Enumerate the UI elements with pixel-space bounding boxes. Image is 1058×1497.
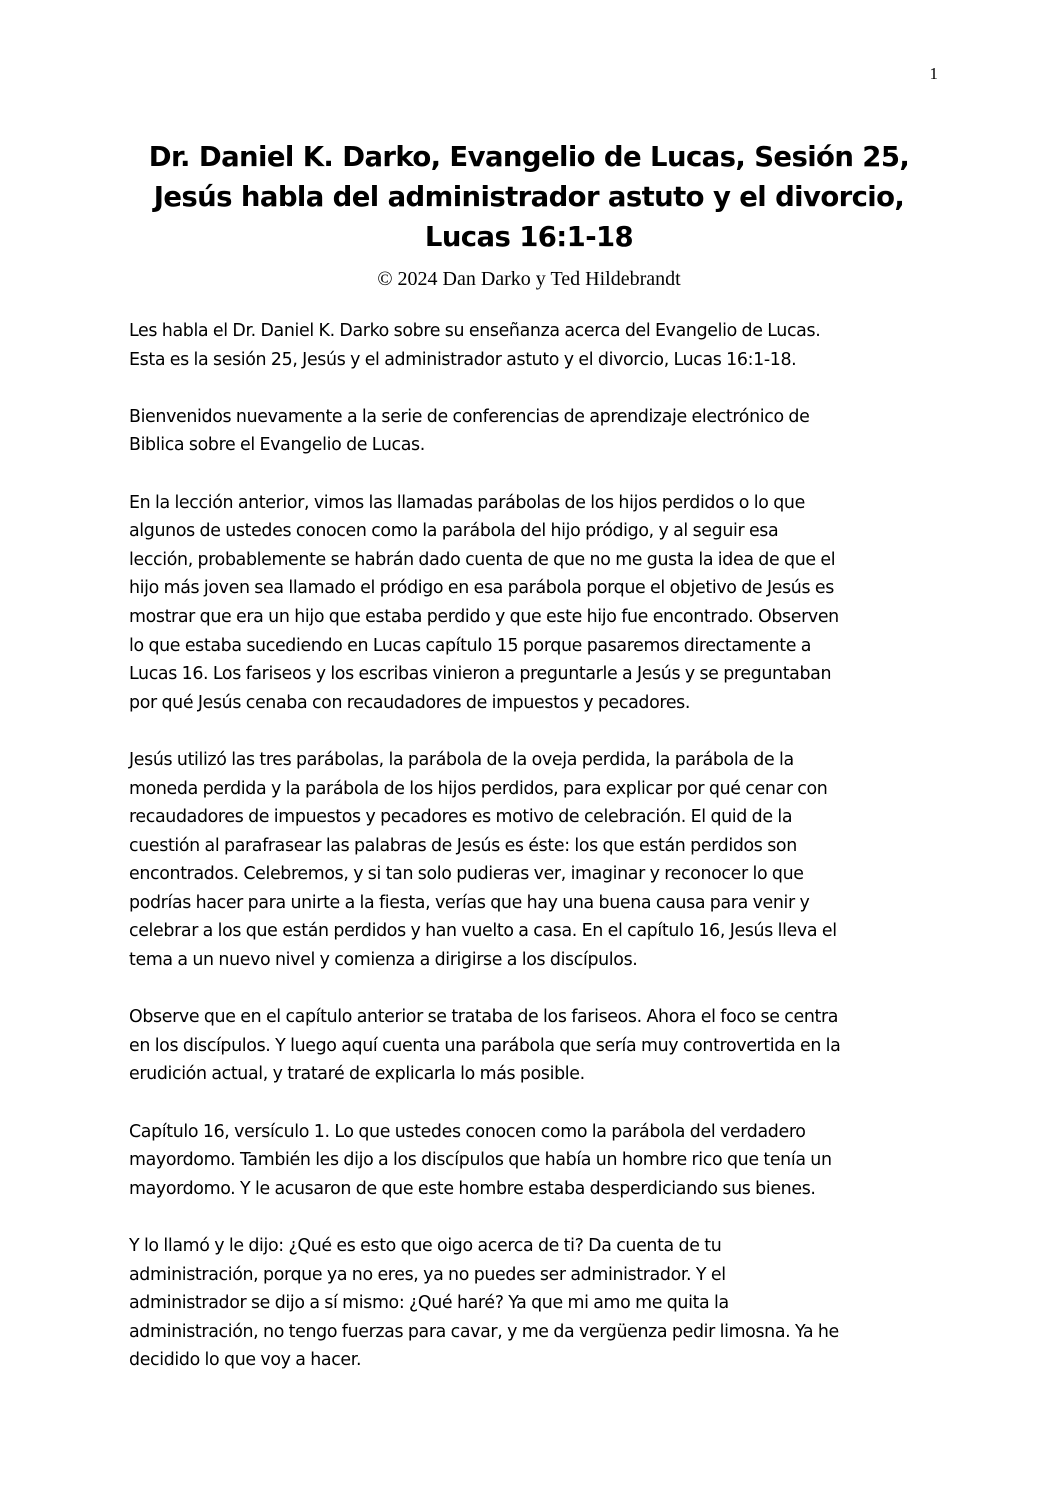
body-paragraph [129,746,949,975]
paragraph-line: mostrar que era un hijo que estaba perdido y que este hijo fue encontrado. Observen [129,606,839,627]
paragraph-line: Biblica sobre el Evangelio de Lucas. [129,435,425,456]
paragraph-line: erudición actual, y trataré de explicarla lo más posible. [129,1064,585,1085]
paragraph-line: algunos de ustedes conocen como la parábola del hijo pródigo, y al seguir esa [129,521,779,542]
paragraph-line: administración, no tengo fuerzas para cavar, y me da vergüenza pedir limosna. Ya he [129,1321,839,1342]
body-paragraph [129,489,949,718]
body-paragraph [129,1118,949,1204]
title-line: Lucas 16:1-18 [424,221,634,253]
paragraph-line: Lucas 16. Los fariseos y los escribas vinieron a preguntarle a Jesús y se preguntaban [129,664,832,685]
paragraph-line: podrías hacer para unirte a la fiesta, verías que hay una buena causa para venir y [129,892,810,913]
paragraph-line: recaudadores de impuestos y pecadores es motivo de celebración. El quid de la [129,807,793,828]
paragraph-line: lección, probablemente se habrán dado cuenta de que no me gusta la idea de que el [129,549,836,570]
paragraph-line: Capítulo 16, versículo 1. Lo que ustedes conocen como la parábola del verdadero [129,1121,806,1142]
paragraph-line: Observe que en el capítulo anterior se trataba de los fariseos. Ahora el foco se centra [129,1007,839,1028]
paragraph-line: encontrados. Celebremos, y si tan solo pudieras ver, imaginar y reconocer lo que [129,864,804,885]
paragraph-line: Jesús utilizó las tres parábolas, la parábola de la oveja perdida, la parábola de la [129,749,794,770]
title-line: Jesús habla del administrador astuto y el divorcio, [153,181,905,213]
paragraph-line: Bienvenidos nuevamente a la serie de conferencias de aprendizaje electrónico de [129,406,810,427]
paragraph-line: En la lección anterior, vimos las llamadas parábolas de los hijos perdidos o lo que [129,492,805,513]
paragraph-line: hijo más joven sea llamado el pródigo en esa parábola porque el objetivo de Jesús es [129,578,834,599]
body-paragraph [129,1232,949,1375]
paragraph-line: mayordomo. También les dijo a los discípulos que había un hombre rico que tenía un [129,1150,832,1171]
paragraph-line: por qué Jesús cenaba con recaudadores de impuestos y pecadores. [129,692,691,713]
body-paragraph [129,317,949,374]
paragraph-line: celebrar a los que están perdidos y han vuelto a casa. En el capítulo 16, Jesús lleva el [129,921,837,942]
copyright-notice: © 2024 Dan Darko y Ted Hildebrandt [377,268,681,290]
paragraph-line: mayordomo. Y le acusaron de que este hombre estaba desperdiciando sus bienes. [129,1178,816,1199]
paragraph-line: lo que estaba sucediendo en Lucas capítulo 15 porque pasaremos directamente a [129,635,812,656]
paragraph-line: administración, porque ya no eres, ya no puedes ser administrador. Y el [129,1264,726,1285]
paragraph-line: decidido lo que voy a hacer. [129,1350,362,1371]
paragraph-line: cuestión al parafrasear las palabras de Jesús es éste: los que están perdidos son [129,835,797,856]
paragraph-line: tema a un nuevo nivel y comienza a dirigirse a los discípulos. [129,950,638,971]
document-title [100,137,958,257]
body-paragraph [129,1003,949,1089]
document-body [129,317,949,1404]
paragraph-line: Y lo llamó y le dijo: ¿Qué es esto que oigo acerca de ti? Da cuenta de tu [129,1236,722,1256]
paragraph-line: moneda perdida y la parábola de los hijos perdidos, para explicar por qué cenar con [129,778,828,799]
page-number: 1 [929,64,938,83]
title-line: Dr. Daniel K. Darko, Evangelio de Lucas, Sesión 25, [148,141,910,173]
body-paragraph [129,403,949,460]
paragraph-line: en los discípulos. Y luego aquí cuenta una parábola que sería muy controvertida en la [129,1035,841,1056]
paragraph-line: administrador se dijo a sí mismo: ¿Qué haré? Ya que mi amo me quita la [129,1293,729,1314]
paragraph-line: Esta es la sesión 25, Jesús y el administrador astuto y el divorcio, Lucas 16:1-18. [129,349,797,370]
paragraph-line: Les habla el Dr. Daniel K. Darko sobre su enseñanza acerca del Evangelio de Lucas. [129,321,821,341]
